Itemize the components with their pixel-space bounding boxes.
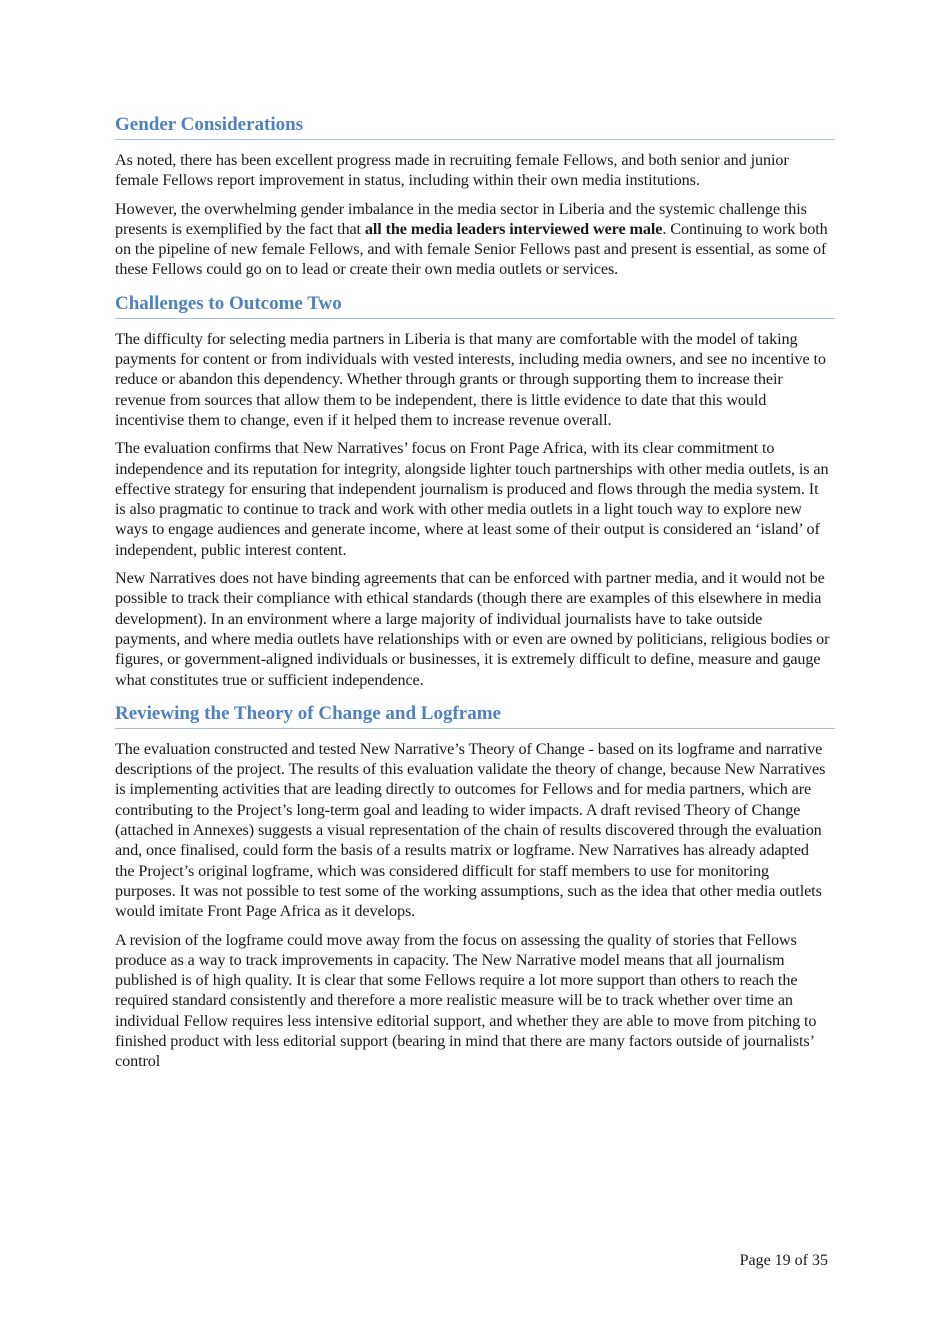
paragraph: A revision of the logframe could move away from the focus on assessing the quality of stories that Fellows produce as a way to track improvements in capacity. The New Narrative model means that all journalism published is of high quality. It is clear that some Fellows require a lot more support than others to reach the required standard consistently and therefore a more realistic measure will be to track whether over time an individual Fellow requires less intensive editorial support, and whether they are able to move from pitching to finished product with less editorial support (bearing in mind that there are many factors outside of journalists’ control: [115, 930, 817, 1071]
section-heading: Challenges to Outcome Two: [115, 291, 835, 319]
paragraph-text: . Continuing to work both on the pipeline of new female Fellows, and with female Senior Fellows past and present is essential, as some of these Fellows could go on to lead or create their own media outlets or services.: [115, 219, 828, 279]
paragraph: The evaluation confirms that New Narratives’ focus on Front Page Africa, with its clear commitment to independence and its reputation for integrity, alongside lighter touch partnerships with other media outlets, is an effective strategy for ensuring that independent journalism is produced and flows through the media system. It is also pragmatic to continue to track and work with other media outlets in a light touch way to explore new ways to engage audiences and generate income, where at least some of their output is considered an ‘island’ of independent, public interest content.: [115, 439, 829, 559]
section-gender-considerations: [115, 112, 831, 280]
paragraph: New Narratives does not have binding agreements that can be enforced with partner media, and it would not be possible to track their compliance with ethical standards (though there are examples of this elsewhere in media development). In an environment where a large majority of individual journalists have to take outside payments, and where media outlets have relationships with or even are owned by politicians, religious bodies or figures, or government-aligned individuals or businesses, it is extremely difficult to define, measure and gauge what constitutes true or sufficient independence.: [115, 569, 830, 689]
section-heading: Gender Considerations: [115, 112, 835, 140]
page-number: Page 19 of 35: [739, 1252, 828, 1269]
paragraph-text: However, the overwhelming gender imbalance in the media sector in Liberia and the systemic challenge this presents is exemplified by the fact that: [115, 199, 807, 238]
emphasis-text: all the media leaders interviewed were male: [364, 219, 663, 238]
section-heading: Reviewing the Theory of Change and Logframe: [115, 701, 835, 729]
section-challenges-outcome-two: [115, 291, 831, 690]
paragraph: As noted, there has been excellent progress made in recruiting female Fellows, and both senior and junior female Fellows report improvement in status, including within their own media institutions.: [115, 151, 789, 190]
section-theory-of-change: [115, 701, 831, 1072]
paragraph: The difficulty for selecting media partners in Liberia is that many are comfortable with the model of taking payments for content or from individuals with vested interests, including media owners, and see no incentive to reduce or abandon this dependency. Whether through grants or through supporting them to increase their revenue from sources that allow them to be independent, there is little evidence to date that this would incentivise them to change, even if it helped them to increase revenue overall.: [115, 329, 826, 429]
page-content: [115, 112, 831, 1072]
paragraph: [115, 199, 831, 280]
paragraph: The evaluation constructed and tested New Narrative’s Theory of Change - based on its logframe and narrative descriptions of the project. The results of this evaluation validate the theory of change, because New Narratives is implementing activities that are leading directly to outcomes for Fellows and for media partners, which are contributing to the Project’s long-term goal and leading to wider impacts. A draft revised Theory of Change (attached in Annexes) suggests a visual representation of the chain of results discovered through the evaluation and, once finalised, could form the basis of a results matrix or logframe. New Narratives has already adapted the Project’s original logframe, which was considered difficult for staff members to use for monitoring purposes. It was not possible to test some of the working assumptions, such as the idea that other media outlets would imitate Front Page Africa as it develops.: [115, 739, 826, 921]
